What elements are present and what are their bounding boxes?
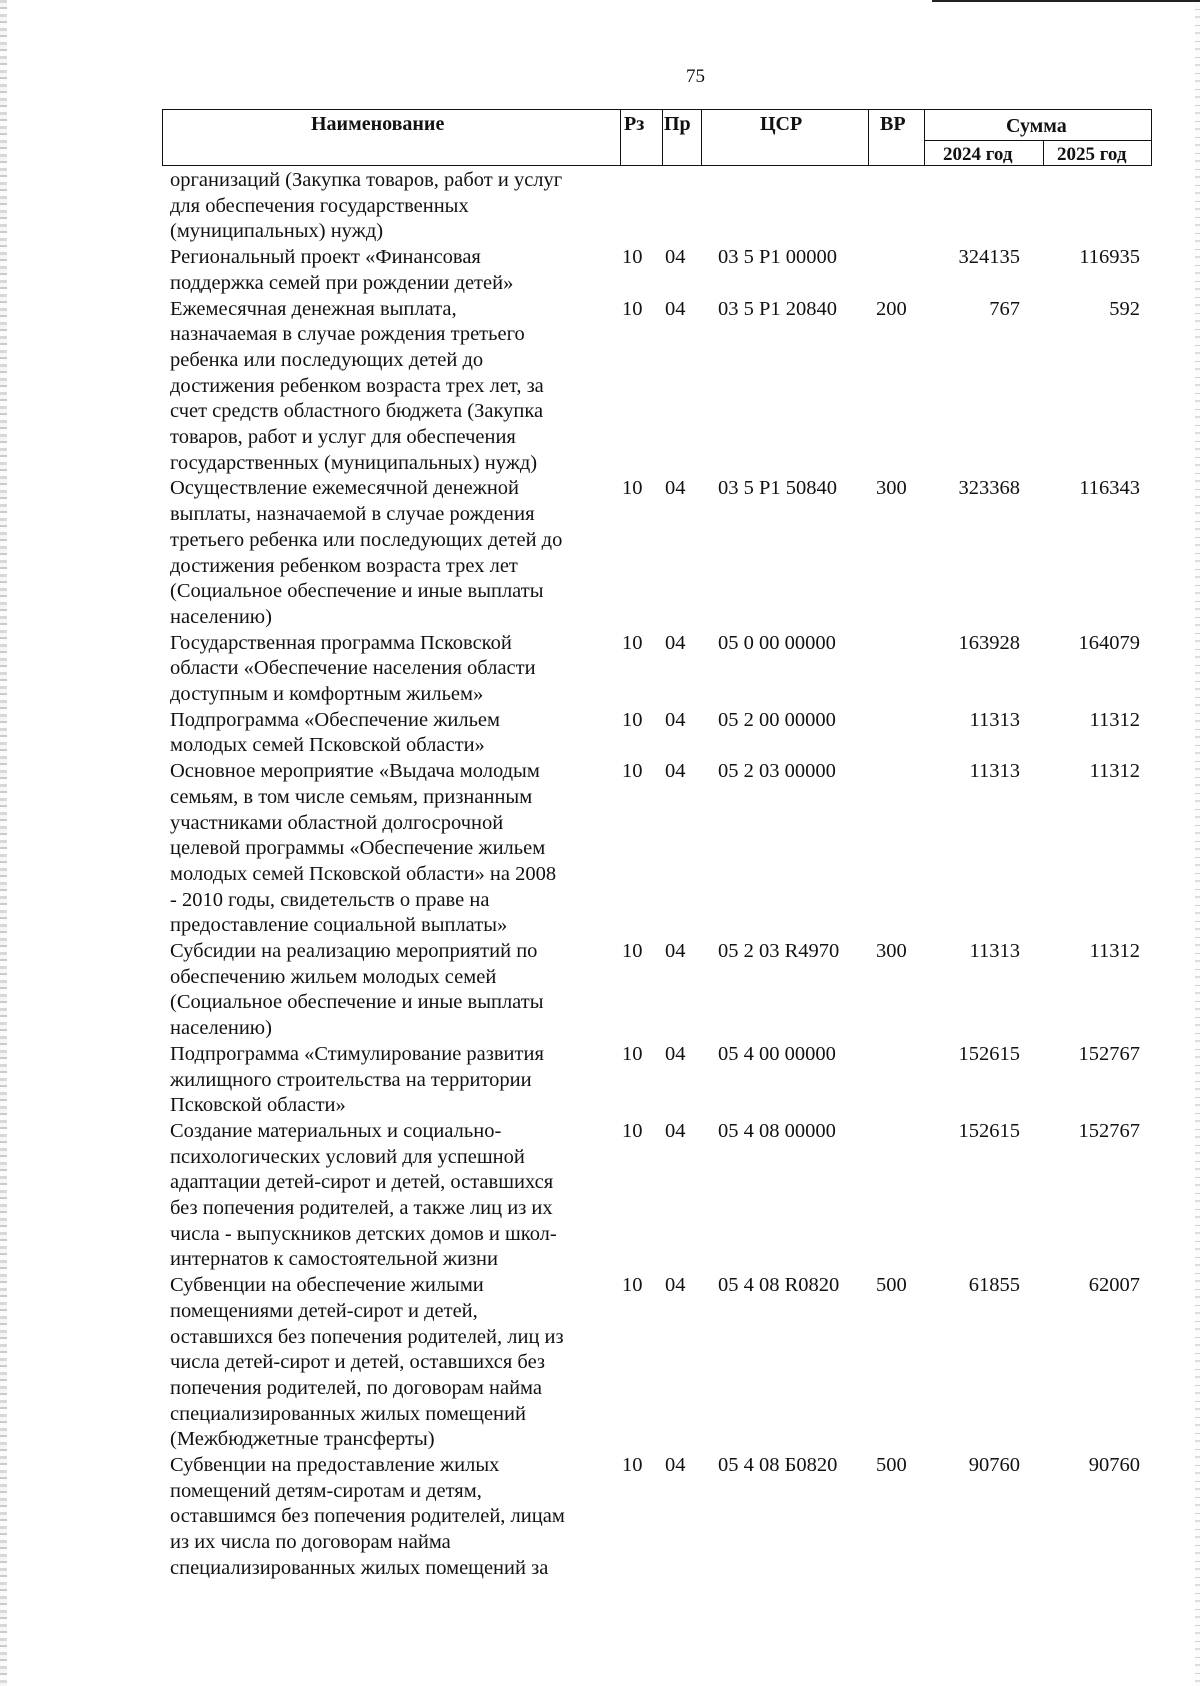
row-pr: 04 — [665, 246, 686, 269]
row-name-line: достижения ребенком возраста трех лет, за — [170, 374, 544, 397]
row-rz: 10 — [622, 477, 643, 500]
row-csr: 05 2 03 R4970 — [718, 940, 840, 962]
row-name-line: попечения родителей, по договорам найма — [170, 1376, 542, 1399]
row-name-line: Государственная программа Псковской — [170, 631, 512, 654]
row-pr: 04 — [665, 708, 686, 731]
row-name-line: Псковской области» — [170, 1094, 346, 1117]
header-year-2024: 2024 год — [943, 144, 1013, 165]
row-name — [170, 245, 610, 296]
page-number: 75 — [686, 66, 705, 87]
row-name — [170, 1453, 610, 1582]
row-name-line: помещений детям-сиротам и детям, — [170, 1479, 482, 1502]
row-rz: 10 — [622, 1042, 643, 1065]
row-name-line: обеспечению жильем молодых семей — [170, 965, 497, 988]
row-name-line: третьего ребенка или последующих детей до — [170, 528, 563, 551]
row-name — [170, 1042, 610, 1119]
row-vr: 500 — [876, 1274, 907, 1297]
row-csr: 05 4 08 Б0820 — [718, 1454, 838, 1476]
row-name-line: семьям, в том числе семьям, признанным — [170, 785, 533, 808]
row-name-line: предоставление социальной выплаты» — [170, 914, 508, 937]
row-pr: 04 — [665, 477, 686, 500]
row-pr: 04 — [665, 1042, 686, 1065]
row-name-line: без попечения родителей, а также лиц из их — [170, 1197, 553, 1219]
row-name-line: товаров, работ и услуг для обеспечения — [170, 426, 516, 449]
row-rz: 10 — [622, 708, 643, 731]
row-vr: 200 — [876, 297, 907, 320]
row-csr: 05 4 08 R0820 — [718, 1274, 840, 1297]
row-s2024: 767 — [989, 297, 1020, 320]
header-rz: Рз — [624, 113, 645, 135]
row-name-line: Субсидии на реализацию мероприятий по — [170, 940, 538, 962]
row-name-line: организаций (Закупка товаров, работ и услуг — [170, 169, 563, 191]
row-pr: 04 — [665, 1454, 686, 1476]
header-name: Наименование — [311, 113, 445, 135]
header-pr: Пр — [664, 113, 691, 135]
row-s2024: 152615 — [958, 1042, 1020, 1065]
row-csr: 03 5 P1 20840 — [718, 297, 838, 320]
row-s2024: 11313 — [969, 760, 1020, 783]
header-year-2025: 2025 год — [1057, 144, 1127, 165]
row-name — [170, 759, 610, 939]
row-s2024: 163928 — [958, 631, 1020, 654]
row-s2025: 62007 — [1088, 1274, 1140, 1297]
row-name-line: Ежемесячная денежная выплата, — [170, 297, 457, 320]
row-vr: 500 — [876, 1454, 907, 1476]
row-name-line: адаптации детей-сирот и детей, оставшихся — [170, 1171, 554, 1194]
row-name-line: психологических условий для успешной — [170, 1145, 525, 1168]
row-vr: 300 — [876, 940, 907, 962]
row-name-line: Региональный проект «Финансовая — [170, 246, 481, 269]
header-csr: ЦСР — [760, 113, 803, 135]
row-name-line: (муниципальных) нужд) — [170, 220, 384, 243]
row-rz: 10 — [622, 760, 643, 783]
row-name-line: специализированных жилых помещений — [170, 1402, 526, 1425]
row-name-line: из их числа по договорам найма — [170, 1531, 451, 1554]
row-name-line: интернатов к самостоятельной жизни — [170, 1248, 498, 1271]
row-name-line: (Социальное обеспечение и иные выплаты — [170, 991, 544, 1014]
row-csr: 03 5 P1 00000 — [718, 246, 838, 269]
row-csr: 05 2 00 00000 — [718, 708, 836, 731]
row-csr: 05 2 03 00000 — [718, 760, 836, 783]
row-pr: 04 — [665, 297, 686, 320]
row-name-line: Осуществление ежемесячной денежной — [170, 477, 520, 500]
row-s2025: 116935 — [1079, 246, 1140, 269]
row-s2024: 11313 — [969, 940, 1020, 962]
header-vr: ВР — [880, 113, 906, 135]
row-s2024: 90760 — [968, 1454, 1020, 1476]
row-name-line: помещениями детей-сирот и детей, — [170, 1299, 478, 1322]
row-name-line: ребенка или последующих детей до — [170, 348, 484, 371]
row-name-line: специализированных жилых помещений за — [170, 1556, 549, 1579]
row-rz: 10 — [622, 940, 643, 962]
row-name-line: Основное мероприятие «Выдача молодым — [170, 760, 540, 783]
row-name-line: Субвенции на обеспечение жилыми — [170, 1274, 484, 1297]
row-name-line: доступным и комфортным жильем» — [170, 683, 484, 705]
row-name-line: - 2010 годы, свидетельств о праве на — [170, 888, 490, 911]
row-name — [170, 297, 610, 477]
row-name — [170, 1273, 610, 1453]
row-name-line: Подпрограмма «Обеспечение жильем — [170, 708, 500, 731]
row-rz: 10 — [622, 1454, 643, 1476]
row-name — [170, 708, 610, 759]
row-name-line: государственных (муниципальных) нужд) — [170, 451, 538, 474]
row-name-line: Подпрограмма «Стимулирование развития — [170, 1042, 544, 1065]
row-s2025: 11312 — [1089, 708, 1140, 731]
row-name-line: счет средств областного бюджета (Закупка — [170, 400, 544, 423]
row-name-line: назначаемая в случае рождения третьего — [170, 323, 525, 346]
row-s2024: 323368 — [958, 477, 1020, 500]
row-name-line: достижения ребенком возраста трех лет — [170, 554, 518, 577]
row-name — [170, 168, 610, 245]
row-name-line: молодых семей Псковской области» на 2008 — [170, 862, 557, 885]
scan-top-line — [932, 0, 1200, 2]
row-s2025: 11312 — [1089, 760, 1140, 783]
row-name-line: целевой программы «Обеспечение жильем — [170, 837, 546, 860]
row-s2024: 61855 — [968, 1274, 1020, 1297]
table-header — [162, 109, 1152, 166]
row-s2025: 90760 — [1088, 1454, 1140, 1476]
row-name — [170, 476, 610, 630]
row-name — [170, 939, 610, 1042]
row-csr: 03 5 P1 50840 — [718, 477, 838, 500]
row-s2025: 152767 — [1078, 1119, 1140, 1142]
row-pr: 04 — [665, 1274, 686, 1297]
scan-edge-right — [1195, 0, 1200, 1686]
row-name-line: населению) — [170, 605, 272, 628]
row-s2025: 116343 — [1079, 477, 1140, 500]
row-s2024: 324135 — [958, 246, 1020, 269]
row-csr: 05 4 08 00000 — [718, 1119, 836, 1142]
row-csr: 05 4 00 00000 — [718, 1042, 836, 1065]
row-s2025: 152767 — [1078, 1042, 1140, 1065]
row-name-line: (Социальное обеспечение и иные выплаты — [170, 580, 544, 603]
row-s2024: 152615 — [958, 1119, 1020, 1142]
row-pr: 04 — [665, 940, 686, 962]
row-name-line: молодых семей Псковской области» — [170, 734, 485, 757]
row-name — [170, 631, 610, 708]
row-s2025: 164079 — [1078, 631, 1140, 654]
row-rz: 10 — [622, 246, 643, 269]
row-pr: 04 — [665, 631, 686, 654]
row-name-line: Создание материальных и социально- — [170, 1119, 502, 1142]
row-name-line: для обеспечения государственных — [170, 194, 469, 217]
row-name — [170, 1119, 610, 1273]
row-name-line: Субвенции на предоставление жилых — [170, 1454, 500, 1476]
row-name-line: числа детей-сирот и детей, оставшихся без — [170, 1351, 546, 1374]
row-name-line: участниками областной долгосрочной — [170, 811, 504, 834]
row-name-line: поддержка семей при рождении детей» — [170, 271, 514, 294]
header-sum: Сумма — [1006, 115, 1067, 137]
row-pr: 04 — [665, 760, 686, 783]
row-name-line: населению) — [170, 1017, 272, 1040]
row-s2025: 11312 — [1089, 940, 1140, 962]
row-s2024: 11313 — [969, 708, 1020, 731]
row-rz: 10 — [622, 631, 643, 654]
row-name-line: оставшимся без попечения родителей, лицам — [170, 1505, 565, 1528]
row-name-line: числа - выпускников детских домов и школ- — [170, 1222, 557, 1245]
row-name-line: выплаты, назначаемой в случае рождения — [170, 503, 535, 526]
scan-edge-left — [0, 0, 7, 1686]
row-name-line: оставшихся без попечения родителей, лиц из — [170, 1325, 564, 1348]
row-pr: 04 — [665, 1119, 686, 1142]
row-csr: 05 0 00 00000 — [718, 631, 836, 654]
row-rz: 10 — [622, 1274, 643, 1297]
row-rz: 10 — [622, 1119, 643, 1142]
row-rz: 10 — [622, 297, 643, 320]
row-name-line: (Межбюджетные трансферты) — [170, 1428, 435, 1451]
row-name-line: жилищного строительства на территории — [170, 1068, 532, 1091]
row-name-line: области «Обеспечение населения области — [170, 657, 536, 680]
row-vr: 300 — [876, 477, 907, 500]
row-s2025: 592 — [1109, 297, 1140, 320]
